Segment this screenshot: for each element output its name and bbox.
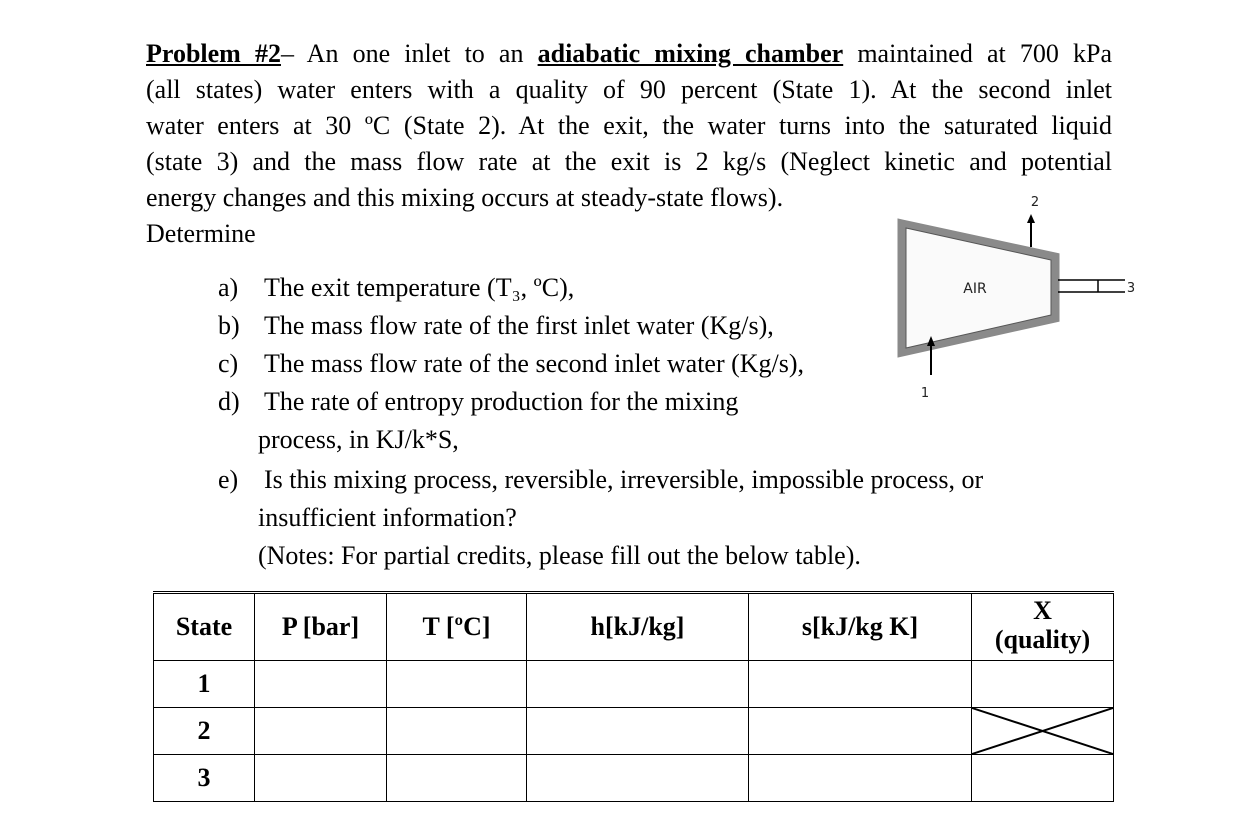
- air-label: AIR: [963, 281, 987, 297]
- cell-entropy[interactable]: [749, 755, 972, 802]
- inlet2-arrowhead: [1027, 214, 1035, 223]
- chamber-term: adiabatic mixing chamber: [537, 39, 844, 68]
- state-number: 3: [154, 755, 255, 802]
- problem-line-5: energy changes and this mixing occurs at steady-state flows).: [146, 183, 784, 212]
- cell-pressure[interactable]: [255, 708, 387, 755]
- state-table: [153, 591, 1114, 802]
- exit-label: 3: [1126, 281, 1136, 296]
- question-d-continued: process, in KJ/k*S,: [258, 425, 459, 454]
- question-e-continued: insufficient information?: [258, 503, 517, 532]
- cell-quality-crossed-out: [972, 708, 1114, 755]
- table-header-row: [154, 593, 1114, 661]
- header-enthalpy: h[kJ/kg]: [527, 593, 749, 661]
- inlet2-label: 2: [1030, 195, 1040, 210]
- cell-temperature[interactable]: [387, 661, 527, 708]
- state-number: 1: [154, 661, 255, 708]
- cell-enthalpy[interactable]: [527, 708, 749, 755]
- header-pressure: P [bar]: [255, 593, 387, 661]
- table-row: [154, 755, 1114, 802]
- cell-entropy[interactable]: [749, 661, 972, 708]
- notes-text: (Notes: For partial credits, please fill out the below table).: [258, 541, 861, 570]
- cell-entropy[interactable]: [749, 708, 972, 755]
- header-temperature: T [ºC]: [387, 593, 527, 661]
- header-quality: X (quality): [972, 593, 1114, 661]
- problem-line-1: Problem #2– An one inlet to an adiabatic mixing chamber maintained at 700 kPa: [146, 39, 1112, 68]
- table-row: [154, 708, 1114, 755]
- mixing-chamber-diagram: [890, 190, 1150, 410]
- determine-label: Determine: [146, 219, 256, 248]
- cell-enthalpy[interactable]: [527, 755, 749, 802]
- problem-line-3: water enters at 30 ºC (State 2). At the exit, the water turns into the saturated liquid: [146, 111, 1112, 140]
- problem-line-2: (all states) water enters with a quality of 90 percent (State 1). At the second inlet: [146, 75, 1112, 104]
- question-c: c) The mass flow rate of the second inlet water (Kg/s),: [218, 349, 805, 378]
- cell-quality[interactable]: [972, 755, 1114, 802]
- cell-temperature[interactable]: [387, 755, 527, 802]
- cross-out-mark: [972, 708, 1113, 754]
- cell-pressure[interactable]: [255, 661, 387, 708]
- problem-line-4: (state 3) and the mass flow rate at the exit is 2 kg/s (Neglect kinetic and potential: [146, 147, 1112, 176]
- question-a: a) The exit temperature (T₃, ºC),: [218, 273, 575, 302]
- cell-quality[interactable]: [972, 661, 1114, 708]
- table-row: [154, 661, 1114, 708]
- question-d: d) The rate of entropy production for the mixing: [218, 387, 739, 416]
- cell-enthalpy[interactable]: [527, 661, 749, 708]
- question-e: e) Is this mixing process, reversible, irreversible, impossible process, or: [218, 465, 984, 494]
- problem-heading: Problem #2: [146, 39, 281, 68]
- inlet1-label: 1: [920, 386, 930, 401]
- cell-pressure[interactable]: [255, 755, 387, 802]
- state-number: 2: [154, 708, 255, 755]
- cell-temperature[interactable]: [387, 708, 527, 755]
- question-b: b) The mass flow rate of the first inlet water (Kg/s),: [218, 311, 774, 340]
- header-entropy: s[kJ/kg K]: [749, 593, 972, 661]
- header-state: State: [154, 593, 255, 661]
